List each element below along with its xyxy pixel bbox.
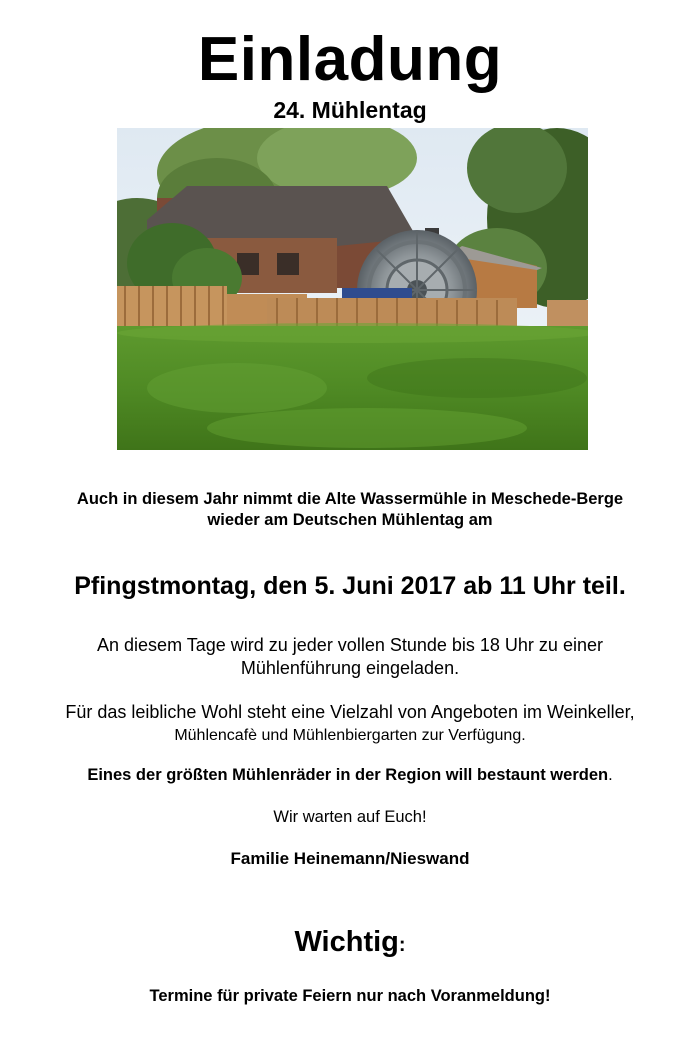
intro-line-2: wieder am Deutschen Mühlentag am <box>207 511 493 529</box>
page-subtitle <box>0 96 700 124</box>
closing-text: Wir warten auf Euch! <box>273 808 427 826</box>
subtitle-number: 24 <box>273 97 299 123</box>
notice-heading-text: Wichtig <box>294 926 399 958</box>
tour-line-1: An diesem Tage wird zu jeder vollen Stunde bis 18 Uhr zu einer <box>97 635 603 655</box>
intro-line-1: Auch in diesem Jahr nimmt die Alte Wassermühle in Meschede-Berge <box>76 490 624 508</box>
catering-line-2: Mühlencafè und Mühlenbiergarten zur Verfügung. <box>174 727 526 744</box>
highlight-period: . <box>608 766 613 784</box>
tour-line-2: Mühlenführung eingeladen. <box>240 658 460 678</box>
notice-text: Termine für private Feiern nur nach Voranmeldung! <box>149 987 551 1005</box>
mill-photo <box>117 128 588 450</box>
highlight-text <box>0 765 700 785</box>
catering-line-1: Für das leibliche Wohl steht eine Vielzahl von Angeboten im Weinkeller, <box>65 702 635 722</box>
subtitle-text: . Mühlentag <box>298 97 427 123</box>
page-title: Einladung <box>197 25 503 94</box>
highlight-sentence: Eines der größten Mühlenräder in der Region will bestaunt werden <box>87 766 609 784</box>
event-date: Pfingstmontag, den 5. Juni 2017 ab 11 Uhr teil. <box>74 572 626 600</box>
tour-paragraph <box>0 634 700 680</box>
signature: Familie Heinemann/Nieswand <box>230 849 470 868</box>
catering-paragraph <box>0 701 700 747</box>
intro-text <box>0 489 700 531</box>
notice-colon: : <box>398 934 406 956</box>
notice-heading <box>0 924 700 963</box>
